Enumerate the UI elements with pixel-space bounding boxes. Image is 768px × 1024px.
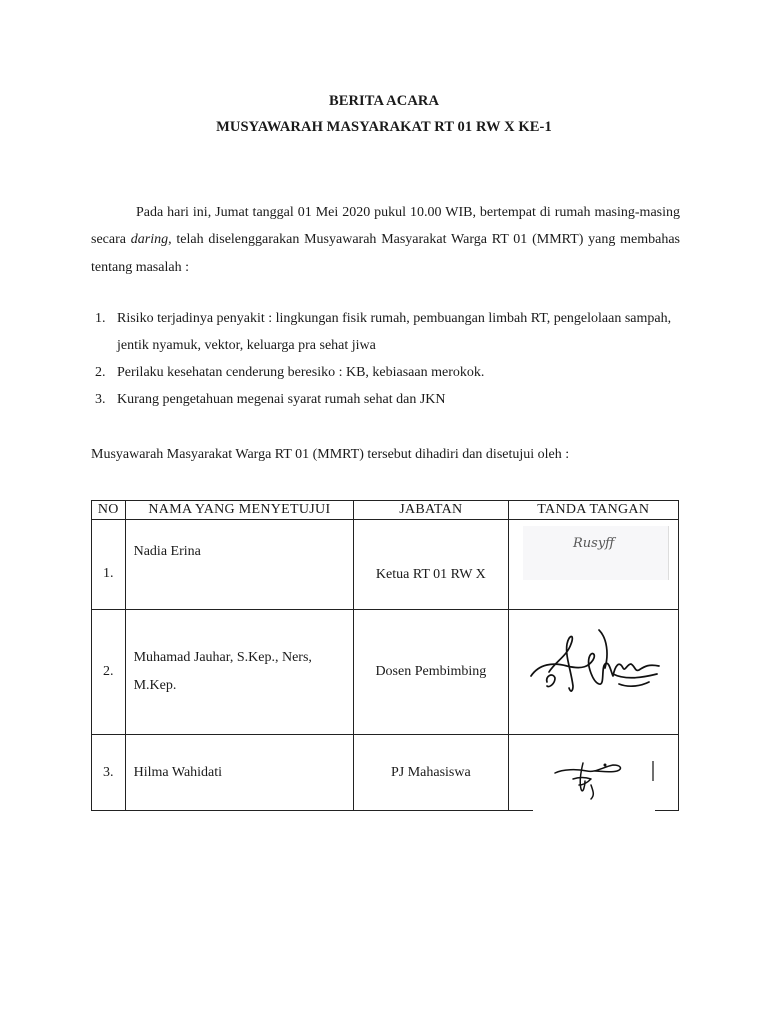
- signature-image: [533, 755, 655, 817]
- header-ttd: TANDA TANGAN: [508, 501, 678, 520]
- signature-2-drawing: [509, 610, 682, 734]
- problem-list: [91, 305, 681, 413]
- list-item: [91, 305, 681, 359]
- signature-1-drawing: [523, 526, 668, 580]
- header-no: NO: [92, 501, 126, 520]
- table-header-row: [92, 501, 679, 520]
- table-row: [92, 520, 679, 610]
- intro-text-1: Pada hari ini, Jumat tanggal 01 Mei 2020 pukul 10.00 WIB, bertempat di rumah masing-masing secara: [91, 205, 680, 248]
- row-position: PJ Mahasiswa: [354, 735, 508, 811]
- list-number: 2.: [95, 365, 106, 380]
- row-signature-cell: [508, 735, 678, 811]
- intro-text-2: , telah diselenggarakan Musyawarah Masyarakat Warga RT 01 (MMRT) yang membahas tentang masalah :: [91, 232, 680, 275]
- list-text: Perilaku kesehatan cenderung beresiko : KB, kebiasaan merokok.: [117, 365, 485, 380]
- intro-paragraph: [91, 199, 680, 281]
- attended-statement: Musyawarah Masyarakat Warga RT 01 (MMRT) tersebut dihadiri dan disetujui oleh :: [91, 447, 570, 462]
- row-number: 1.: [92, 520, 126, 610]
- table-row: [92, 735, 679, 811]
- row-signature-cell: [508, 520, 678, 610]
- row-name: Muhamad Jauhar, S.Kep., Ners, M.Kep.: [125, 610, 354, 735]
- document-subtitle: MUSYAWARAH MASYARAKAT RT 01 RW X KE-1: [216, 119, 552, 135]
- row-number: 3.: [92, 735, 126, 811]
- list-item: [91, 359, 681, 386]
- header-jabatan: JABATAN: [354, 501, 508, 520]
- row-signature-cell: [508, 610, 678, 735]
- table-row: [92, 610, 679, 735]
- list-text: Kurang pengetahuan megenai syarat rumah sehat dan JKN: [117, 392, 446, 407]
- list-text: Risiko terjadinya penyakit : lingkungan fisik rumah, pembuangan limbah RT, pengelolaan sampah, jentik nyamuk, vektor, keluarga pra sehat jiwa: [117, 311, 672, 353]
- intro-italic: daring: [130, 232, 169, 248]
- row-position: Ketua RT 01 RW X: [354, 520, 508, 610]
- list-item: [91, 386, 681, 413]
- signature-1-text: Rusyff: [572, 536, 614, 551]
- row-position: Dosen Pembimbing: [354, 610, 508, 735]
- signature-3-drawing: [533, 755, 655, 817]
- row-name: Nadia Erina: [125, 520, 354, 610]
- list-number: 3.: [95, 392, 106, 407]
- list-number: 1.: [95, 311, 106, 326]
- approval-table: [91, 500, 679, 811]
- document-title: BERITA ACARA: [328, 93, 440, 109]
- signature-image: [523, 526, 669, 580]
- row-name: Hilma Wahidati: [125, 735, 354, 811]
- header-nama: NAMA YANG MENYETUJUI: [125, 501, 354, 520]
- row-number: 2.: [92, 610, 126, 735]
